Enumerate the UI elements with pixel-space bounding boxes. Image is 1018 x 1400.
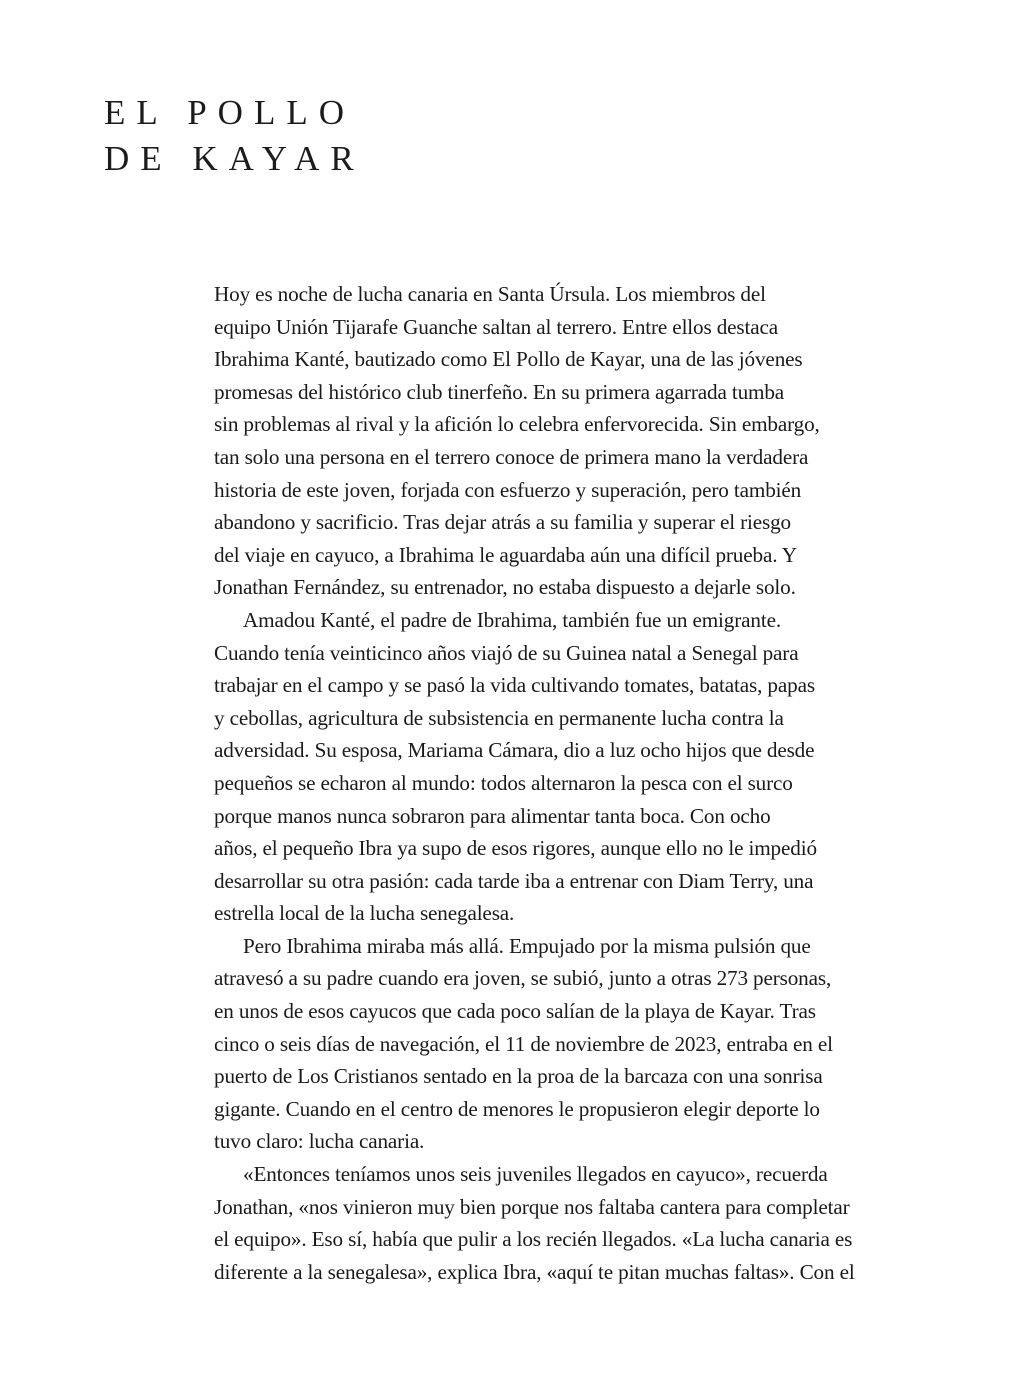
text-line: diferente a la senegalesa», explica Ibra, «aquí te pitan muchas faltas». Con el <box>214 1259 855 1284</box>
text-line: estrella local de la lucha senegalesa. <box>214 901 515 926</box>
text-line: sin problemas al rival y la afición lo celebra enfervorecida. Sin embargo, <box>214 412 820 437</box>
title-line-1: EL POLLO <box>104 93 355 132</box>
text-line: del viaje en cayuco, a Ibrahima le aguardaba aún una difícil prueba. Y <box>214 542 797 567</box>
text-line: Jonathan Fernández, su entrenador, no estaba dispuesto a dejarle solo. <box>214 575 796 600</box>
text-line: atravesó a su padre cuando era joven, se subió, junto a otras 273 personas, <box>214 966 832 991</box>
text-line: cinco o seis días de navegación, el 11 de noviembre de 2023, entraba en el <box>214 1031 833 1056</box>
text-line: Amadou Kanté, el padre de Ibrahima, también fue un emigrante. <box>243 607 781 632</box>
text-line: historia de este joven, forjada con esfuerzo y superación, pero también <box>214 477 802 502</box>
text-line: gigante. Cuando en el centro de menores le propusieron elegir deporte lo <box>214 1096 820 1121</box>
text-line: abandono y sacrificio. Tras dejar atrás a su familia y superar el riesgo <box>214 510 791 535</box>
text-line: tuvo claro: lucha canaria. <box>214 1129 425 1154</box>
text-line: trabajar en el campo y se pasó la vida cultivando tomates, batatas, papas <box>214 673 815 698</box>
paragraph-4 <box>214 1158 959 1288</box>
text-line: pequeños se echaron al mundo: todos alternaron la pesca con el surco <box>214 770 793 795</box>
text-line: y cebollas, agricultura de subsistencia en permanente lucha contra la <box>214 705 784 730</box>
paragraph-2 <box>214 604 959 930</box>
text-line: porque manos nunca sobraron para alimentar tanta boca. Con ocho <box>214 803 771 828</box>
article-title <box>104 90 365 182</box>
text-line: Cuando tenía veinticinco años viajó de su Guinea natal a Senegal para <box>214 640 799 665</box>
text-line: puerto de Los Cristianos sentado en la proa de la barcaza con una sonrisa <box>214 1064 823 1089</box>
text-line: Pero Ibrahima miraba más allá. Empujado por la misma pulsión que <box>243 933 811 958</box>
text-line: equipo Unión Tijarafe Guanche saltan al terrero. Entre ellos destaca <box>214 314 779 339</box>
text-line: Ibrahima Kanté, bautizado como El Pollo de Kayar, una de las jóvenes <box>214 347 803 372</box>
text-line: «Entonces teníamos unos seis juveniles llegados en cayuco», recuerda <box>243 1162 828 1187</box>
article-body <box>214 278 959 1288</box>
text-line: tan solo una persona en el terrero conoce de primera mano la verdadera <box>214 444 809 469</box>
text-line: en unos de esos cayucos que cada poco salían de la playa de Kayar. Tras <box>214 999 816 1024</box>
paragraph-3 <box>214 930 959 1158</box>
text-line: promesas del histórico club tinerfeño. En su primera agarrada tumba <box>214 379 785 404</box>
text-line: Hoy es noche de lucha canaria en Santa Úrsula. Los miembros del <box>214 282 766 306</box>
text-line: años, el pequeño Ibra ya supo de esos rigores, aunque ello no le impedió <box>214 836 817 861</box>
title-line-2: DE KAYAR <box>104 139 365 178</box>
text-line: adversidad. Su esposa, Mariama Cámara, dio a luz ocho hijos que desde <box>214 738 815 763</box>
text-line: desarrollar su otra pasión: cada tarde iba a entrenar con Diam Terry, una <box>214 868 814 893</box>
paragraph-1 <box>214 278 959 604</box>
text-line: Jonathan, «nos vinieron muy bien porque nos faltaba cantera para completar <box>214 1194 850 1219</box>
text-line: el equipo». Eso sí, había que pulir a los recién llegados. «La lucha canaria es <box>214 1227 853 1252</box>
